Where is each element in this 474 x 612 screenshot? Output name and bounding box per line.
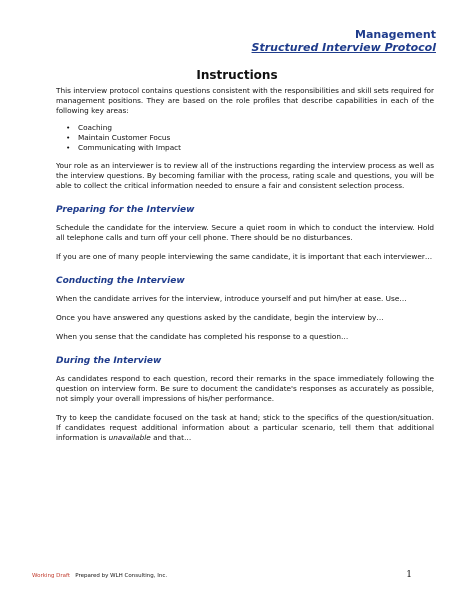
conducting-paragraph-2: Once you have answered any questions asked by the candidate, begin the interview by… — [56, 313, 384, 322]
key-areas-list — [56, 123, 434, 153]
section-heading-preparing: Preparing for the Interview — [56, 205, 195, 215]
during-paragraph-2-start: Try to keep the candidate focused on the task at hand; stick to the specifics of the question/situation. If candidates request additional information about a particular scenario, tell them that additional information is — [56, 413, 434, 442]
document-body — [56, 86, 434, 452]
header-line-protocol: Structured Interview Protocol — [251, 41, 436, 54]
conducting-paragraph-3: When you sense that the candidate has completed his response to a question… — [56, 332, 349, 341]
conducting-paragraph-1: When the candidate arrives for the interview, introduce yourself and put him/her at ease. Use… — [56, 294, 407, 303]
document-header — [252, 28, 436, 54]
role-paragraph: Your role as an interviewer is to review all of the instructions regarding the interview process as well as the interview questions. By becoming familiar with the process, rating scale and questions, you will be able to collect the critical information needed to ensure a fair and consistent selection process. — [56, 161, 434, 190]
list-item: • Coaching — [78, 123, 434, 133]
footer-prepared-by: Prepared by WLH Consulting, Inc. — [75, 573, 168, 579]
section-heading-conducting: Conducting the Interview — [56, 276, 185, 286]
during-paragraph-2-emphasis: unavailable — [108, 433, 151, 442]
header-line-management: Management — [355, 28, 436, 41]
footer-draft-label: Working Draft — [32, 573, 71, 579]
page-number: 1 — [406, 570, 412, 580]
page-title: Instructions — [196, 68, 278, 82]
list-item: • Maintain Customer Focus — [78, 133, 434, 143]
intro-paragraph: This interview protocol contains questions consistent with the responsibilities and skill sets required for management positions. They are based on the role profiles that describe capabilities in each of the following key areas: — [56, 86, 434, 115]
preparing-paragraph-1: Schedule the candidate for the interview. Secure a quiet room in which to conduct the interview. Hold all telephone calls and turn off your cell phone. There should be no disturbances. — [56, 223, 434, 242]
during-paragraph-2 — [56, 413, 434, 443]
list-item: • Communicating with Impact — [78, 143, 434, 153]
page-footer — [32, 570, 412, 582]
section-heading-during: During the Interview — [56, 356, 162, 366]
during-paragraph-2-end: and that… — [150, 433, 192, 442]
preparing-paragraph-2: If you are one of many people interviewing the same candidate, it is important that each interviewer… — [56, 252, 433, 261]
during-paragraph-1: As candidates respond to each question, record their remarks in the space immediately following the question on interview form. Be sure to document the candidate's responses as accurately as possible, not simply your overall impressions of his/her performance. — [56, 374, 434, 403]
